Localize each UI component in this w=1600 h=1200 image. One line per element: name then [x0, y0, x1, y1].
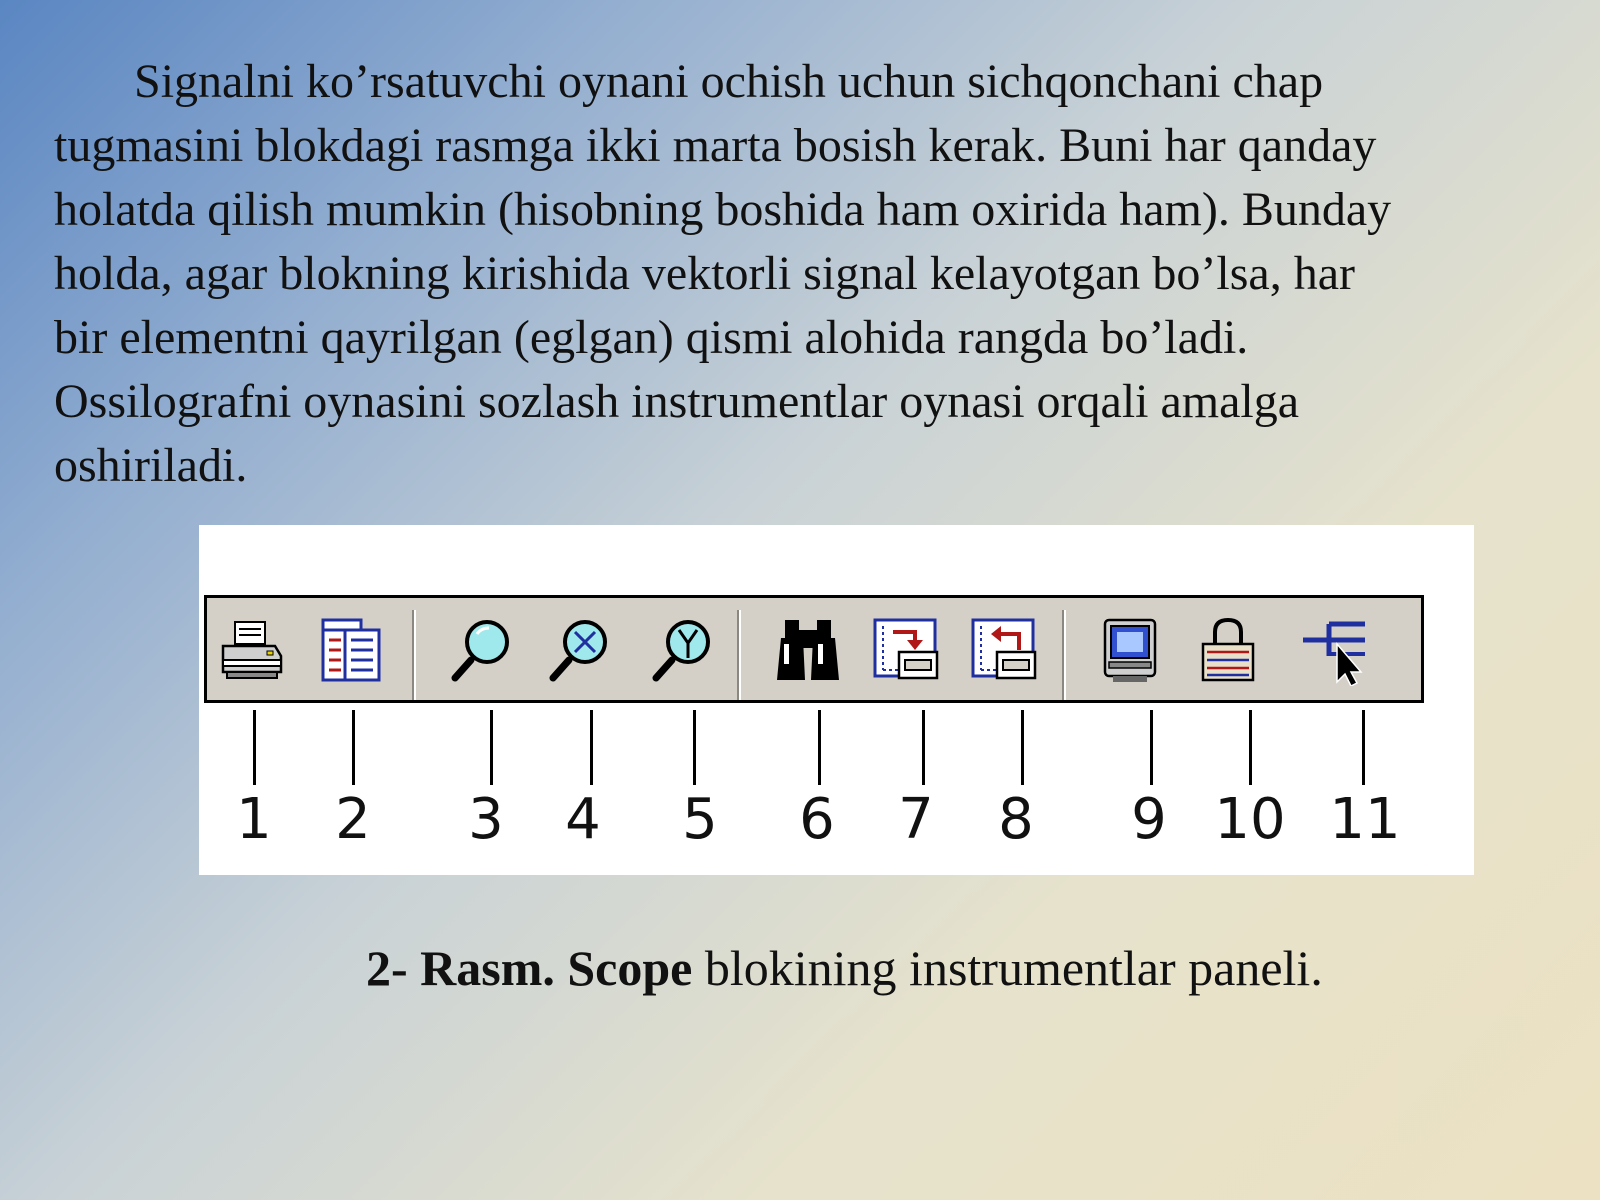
leader-line: [590, 710, 593, 785]
paragraph-line-1: Signalni ko’rsatuvchi oynani ochish uchun sichqonchani chap: [134, 55, 1324, 108]
callout-number-1: 1: [236, 787, 272, 852]
callout-number-3: 3: [468, 787, 504, 852]
callout-number-6: 6: [799, 787, 835, 852]
leader-line: [490, 710, 493, 785]
save-axes-settings-icon[interactable]: [871, 616, 941, 686]
zoom-x-axis-icon[interactable]: [545, 616, 615, 686]
leader-line: [352, 710, 355, 785]
caption-bold: 2- Rasm. Scope: [366, 940, 693, 996]
paragraph-line-7: oshiriladi.: [54, 439, 248, 492]
floating-scope-icon[interactable]: [1095, 616, 1165, 686]
leader-line: [693, 710, 696, 785]
printer-icon[interactable]: [217, 616, 287, 686]
leader-line: [1150, 710, 1153, 785]
leader-line: [1249, 710, 1252, 785]
paragraph-line-3: holatda qilish mumkin (hisobning boshida ham oxirida ham). Bunday: [54, 183, 1392, 236]
body-paragraph: [54, 50, 1554, 498]
caption-text: blokining instrumentlar paneli.: [692, 940, 1323, 996]
leader-line: [818, 710, 821, 785]
callout-number-9: 9: [1131, 787, 1167, 852]
callout-number-10: 10: [1214, 787, 1286, 852]
callout-number-8: 8: [998, 787, 1034, 852]
lock-axes-icon[interactable]: [1193, 616, 1263, 686]
paragraph-line-6: Ossilografni oynasini sozlash instrumentlar oynasi orqali amalga: [54, 375, 1300, 428]
callout-number-4: 4: [565, 787, 601, 852]
paragraph-line-5: bir elementni qayrilgan (eglgan) qismi alohida rangda bo’ladi.: [54, 311, 1249, 364]
paragraph-line-4: holda, agar blokning kirishida vektorli signal kelayotgan bo’lsa, har: [54, 247, 1356, 300]
parameters-icon[interactable]: [315, 616, 385, 686]
signal-selector-icon[interactable]: [1299, 616, 1369, 686]
leader-line: [1021, 710, 1024, 785]
leader-line: [253, 710, 256, 785]
binoculars-autoscale-icon[interactable]: [773, 616, 843, 686]
zoom-icon[interactable]: [447, 616, 517, 686]
paragraph-line-2: tugmasini blokdagi rasmga ikki marta bosish kerak. Buni har qanday: [54, 119, 1377, 172]
toolbar-separator: [737, 610, 741, 700]
callout-number-7: 7: [898, 787, 934, 852]
toolbar-separator: [1062, 610, 1066, 700]
leader-line: [1362, 710, 1365, 785]
callout-number-2: 2: [335, 787, 371, 852]
scope-toolbar-figure: [199, 525, 1474, 875]
restore-axes-settings-icon[interactable]: [969, 616, 1039, 686]
toolbar-separator: [412, 610, 416, 700]
callout-number-11: 11: [1329, 787, 1401, 852]
callout-number-5: 5: [682, 787, 718, 852]
zoom-y-axis-icon[interactable]: [648, 616, 718, 686]
scope-toolbar: [204, 595, 1424, 703]
leader-line: [922, 710, 925, 785]
figure-caption: [366, 938, 1323, 998]
